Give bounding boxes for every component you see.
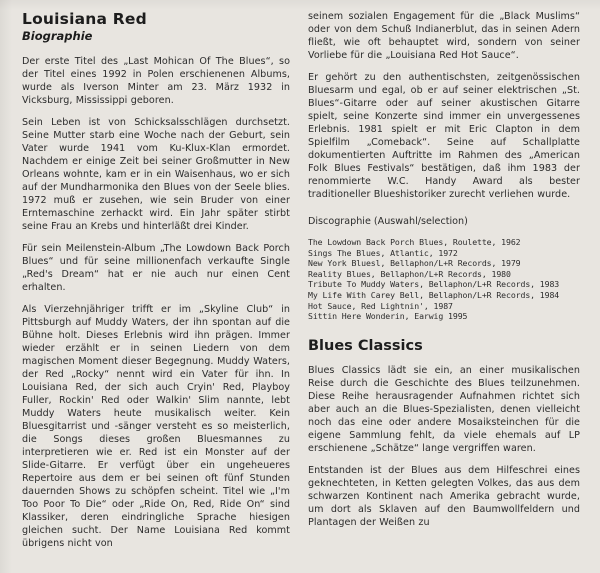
- paragraph: Sein Leben ist von Schicksalsschlägen durchsetzt. Seine Mutter starb eine Woche nach der Geburt, sein Vater wurde 1941 vom Ku-Klux-Klan ermordet. Nachdem er einige Zeit bei seiner Großmutter in New Orleans wohnte, kam er in ein Waisenhaus, wo er sich auf der Mundharmonika den Blues von der Seele blies. 1972 muß er zusehen, wie sein Bruder von einer Erntemaschine zerhackt wird. Ein Jahr später stirbt seine Frau an Krebs und hinterläßt drei Kinder.: [22, 117, 290, 232]
- page-subtitle: Biographie: [22, 29, 93, 43]
- list-item: The Lowdown Back Porch Blues, Roulette, 1962: [308, 237, 521, 247]
- paragraph: Der erste Titel des „Last Mohican Of The Blues“, so der Titel eines 1992 in Polen erschienenen Albums, wurde als Iverson Minter am 23. März 1932 in Vicksburg, Mississippi geboren.: [22, 56, 290, 106]
- paragraph: Als Vierzehnjähriger trifft er im „Skyline Club“ in Pittsburgh auf Muddy Waters, der ihn spontan auf die Bühne holt. Dieses Erlebnis wird ihn prägen. Immer wieder erzählt er in seinen Liedern von dem magischen Moment dieser Begegnung. Muddy Waters, der Red „Rocky“ nennt wird ein Vater für ihn. In Louisiana Red, der sich auch Cryin' Red, Playboy Fuller, Rockin' Red oder Walkin' Slim nannte, lebt Muddy Waters heute musikalisch weiter. Kein Bluesgitarrist und -sänger versteht es so meisterlich, die Songs dieses großen Bluesmannes zu interpretieren wie er. Red ist ein Monster auf der Slide-Gitarre. Er verfügt über ein ungeheueres Repertoire aus dem er bei seinen oft fünf Stunden dauernden Shows zu schöpfen scheint. Titel wie „I'm Too Poor To Die“ oder „Ride On, Red, Ride On“ sind Klassiker, deren eindringliche Sprache hiesigen gleichen sucht. Der Name Louisiana Red kommt übrigens nicht von: [22, 304, 290, 549]
- list-item: Tribute To Muddy Waters, Bellaphon/L+R Records, 1983: [308, 279, 560, 290]
- paragraph: Für sein Meilenstein-Album „The Lowdown Back Porch Blues“ und für seine millionenfach verkaufte Single „Red's Dream“ hat er nie auch nur einen Cent erhalten.: [22, 243, 290, 293]
- left-column: [22, 0, 290, 550]
- paragraph: Er gehört zu den authentischsten, zeitgenössischen Bluesarm und egal, ob er auf seiner elektrischen „St. Blues“-Gitarre oder auf seiner akustischen Gitarre spielt, seine Konzerte sind immer ein unvergessenes Erlebnis. 1981 spielt er mit Eric Clapton in dem Spielfilm „Comeback“. Seine auf Schallplatte dokumentierten Auftritte im Rahmen des „American Folk Blues Festivals“ bestätigen, daß ihm 1983 der renommierte W.C. Handy Award als bester traditioneller Blueshistoriker zurecht verliehen wurde.: [308, 72, 580, 200]
- discography-heading: Discographie (Auswahl/selection): [308, 216, 468, 227]
- list-item: Sings The Blues, Atlantic, 1972: [308, 247, 458, 258]
- right-column: [308, 0, 580, 529]
- section-title-blues-classics: Blues Classics: [308, 337, 423, 354]
- paragraph: seinem sozialen Engagement für die „Black Muslims“ oder von dem Schuß Indianerblut, das in seinen Adern fließt, wie oft behauptet wird, sondern von seiner Vorliebe für die „Louisiana Red Hot Sauce“.: [308, 11, 580, 61]
- paragraph: Entstanden ist der Blues aus dem Hilfeschrei eines geknechteten, in Ketten gelegten Volkes, das aus dem schwarzen Kontinent nach Amerika gebracht wurde, um dort als Sklaven auf den Baumwollfeldern und Plantagen der Weißen zu: [308, 464, 580, 528]
- discography-list: [308, 237, 580, 322]
- list-item: New York Bluesl, Bellaphon/L+R Records, 1979: [308, 258, 521, 269]
- list-item: Sittin Here Wonderin, Earwig 1995: [308, 311, 468, 322]
- list-item: My Life With Carey Bell, Bellaphon/L+R Records, 1984: [308, 289, 560, 300]
- paragraph: Blues Classics lädt sie ein, an einer musikalischen Reise durch die Geschichte des Blues teilzunehmen. Diese Reihe herausragender Aufnahmen richtet sich aber auch an die Blues-Spezialisten, denen vielleicht noch das eine oder andere Mosaiksteinchen für die eigene Sammlung fehlt, da viele ehemals auf LP erschienene „Schätze“ lange vergriffen waren.: [308, 364, 580, 454]
- page-title: Louisiana Red: [22, 10, 147, 28]
- list-item: Reality Blues, Bellaphon/L+R Records, 1980: [308, 268, 511, 279]
- list-item: Hot Sauce, Red Lightnin', 1987: [308, 300, 453, 311]
